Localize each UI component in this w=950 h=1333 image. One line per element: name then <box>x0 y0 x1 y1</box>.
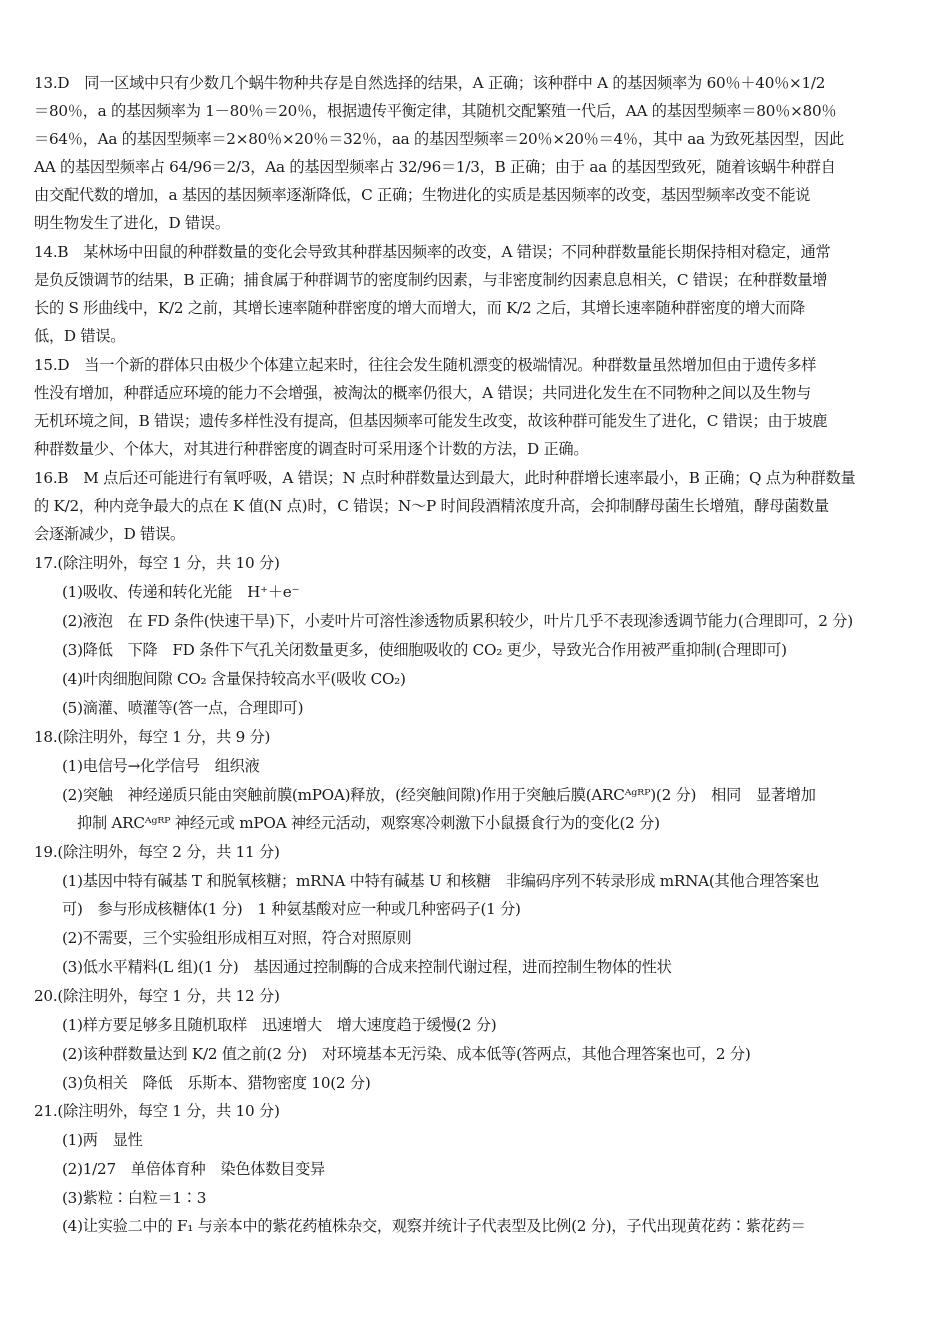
answer-18-header: 18.(除注明外，每空 1 分，共 9 分) <box>34 728 271 746</box>
answer-17-part-4: (4)叶肉细胞间隙 CO₂ 含量保持较高水平(吸收 CO₂) <box>62 670 406 688</box>
answer-19-part-2: (2)不需要，三个实验组形成相互对照，符合对照原则 <box>62 929 412 947</box>
answer-21-header: 21.(除注明外，每空 1 分，共 10 分) <box>34 1102 280 1120</box>
answer-14-line-4: 低，D 错误。 <box>34 327 126 345</box>
answer-18-part-1: (1)电信号→化学信号 组织液 <box>62 757 260 775</box>
answer-13-line-4: AA 的基因型频率占 64/96＝2/3，Aa 的基因型频率占 32/96＝1/3，B 正确；由于 aa 的基因型致死，随着该蜗牛种群自 <box>34 158 836 176</box>
answer-13-line-2: ＝80％，a 的基因频率为 1－80％＝20％，根据遗传平衡定律，其随机交配繁殖一代后，AA 的基因型频率＝80％×80％ <box>34 102 837 120</box>
answer-21-part-4: (4)让实验二中的 F₁ 与亲本中的紫花药植株杂交，观察并统计子代表型及比例(2 分)，子代出现黄花药∶紫花药＝ <box>62 1217 806 1235</box>
answer-19-part-3: (3)低水平精料(L 组)(1 分) 基因通过控制酶的合成来控制代谢过程，进而控制生物体的性状 <box>62 958 672 976</box>
answer-14-line-2: 是负反馈调节的结果，B 正确；捕食属于种群调节的密度制约因素，与非密度制约因素息息相关，C 错误；在种群数量增 <box>34 271 828 289</box>
answer-14-line-3: 长的 S 形曲线中，K/2 之前，其增长速率随种群密度的增大而增大，而 K/2 之后，其增长速率随种群密度的增大而降 <box>34 299 805 317</box>
answer-17-part-3: (3)降低 下降 FD 条件下气孔关闭数量更多，使细胞吸收的 CO₂ 更少，导致光合作用被严重抑制(合理即可) <box>62 641 787 659</box>
answer-17-part-5: (5)滴灌、喷灌等(答一点，合理即可) <box>62 699 304 717</box>
answer-15-line-2: 性没有增加，种群适应环境的能力不会增强，被淘汰的概率仍很大，A 错误；共同进化发生在不同物种之间以及生物与 <box>34 384 812 402</box>
answer-19-part-1-line-2: 可) 参与形成核糖体(1 分) 1 种氨基酸对应一种或几种密码子(1 分) <box>62 900 521 918</box>
answer-13-line-5: 由交配代数的增加，a 基因的基因频率逐渐降低，C 正确；生物进化的实质是基因频率的改变，基因型频率改变不能说 <box>34 186 811 204</box>
answer-20-part-3: (3)负相关 降低 乐斯本、猎物密度 10(2 分) <box>62 1074 371 1092</box>
answer-16-line-1: 16.B M 点后还可能进行有氧呼吸，A 错误；N 点时种群数量达到最大，此时种群增长速率最小，B 正确；Q 点为种群数量 <box>34 469 856 487</box>
answer-16-line-2: 的 K/2，种内竞争最大的点在 K 值(N 点)时，C 错误；N～P 时间段酒精浓度升高，会抑制酵母菌生长增殖，酵母菌数量 <box>34 497 829 515</box>
answer-20-part-2: (2)该种群数量达到 K/2 值之前(2 分) 对环境基本无污染、成本低等(答两点，其他合理答案也可，2 分) <box>62 1045 751 1063</box>
answer-17-header: 17.(除注明外，每空 1 分，共 10 分) <box>34 554 280 572</box>
answer-17-part-1: (1)吸收、传递和转化光能 H⁺＋e⁻ <box>62 583 300 601</box>
answer-14-line-1: 14.B 某林场中田鼠的种群数量的变化会导致其种群基因频率的改变，A 错误；不同种群数量能长期保持相对稳定，通常 <box>34 243 831 261</box>
answer-13-line-1: 13.D 同一区域中只有少数几个蜗牛物种共存是自然选择的结果，A 正确；该种群中 A 的基因频率为 60％＋40％×1/2 <box>34 74 826 92</box>
answer-20-header: 20.(除注明外，每空 1 分，共 12 分) <box>34 987 280 1005</box>
answer-21-part-1: (1)两 显性 <box>62 1131 143 1149</box>
answer-17-part-2: (2)液泡 在 FD 条件(快速干旱)下，小麦叶片可溶性渗透物质累积较少，叶片几乎不表现渗透调节能力(合理即可，2 分) <box>62 612 853 630</box>
answer-18-part-2-line-2: 抑制 ARCᴬᵍᴿᴾ 神经元或 mPOA 神经元活动，观察寒冷刺激下小鼠摄食行为的变化(2 分) <box>77 814 660 832</box>
answer-13-line-3: ＝64％，Aa 的基因型频率＝2×80％×20％＝32％，aa 的基因型频率＝20％×20％＝4％，其中 aa 为致死基因型，因此 <box>34 130 844 148</box>
answer-16-line-3: 会逐渐减少，D 错误。 <box>34 525 185 543</box>
answer-15-line-3: 无机环境之间，B 错误；遗传多样性没有提高，但基因频率可能发生改变，故该种群可能发生了进化，C 错误；由于坡鹿 <box>34 412 828 430</box>
answer-19-part-1-line-1: (1)基因中特有碱基 T 和脱氧核糖；mRNA 中特有碱基 U 和核糖 非编码序列不转录形成 mRNA(其他合理答案也 <box>62 872 820 890</box>
answer-21-part-2: (2)1/27 单倍体育种 染色体数目变异 <box>62 1160 325 1178</box>
answer-15-line-1: 15.D 当一个新的群体只由极少个体建立起来时，往往会发生随机漂变的极端情况。种群数量虽然增加但由于遗传多样 <box>34 356 817 374</box>
answer-18-part-2-line-1: (2)突触 神经递质只能由突触前膜(mPOA)释放，(经突触间隙)作用于突触后膜(ARCᴬᵍᴿᴾ)(2 分) 相同 显著增加 <box>62 786 816 804</box>
answer-13-line-6: 明生物发生了进化，D 错误。 <box>34 214 230 232</box>
answer-19-header: 19.(除注明外，每空 2 分，共 11 分) <box>34 843 280 861</box>
answer-15-line-4: 种群数量少、个体大，对其进行种群密度的调查时可采用逐个计数的方法，D 正确。 <box>34 440 589 458</box>
answer-20-part-1: (1)样方要足够多且随机取样 迅速增大 增大速度趋于缓慢(2 分) <box>62 1016 497 1034</box>
answer-21-part-3: (3)紫粒∶白粒＝1∶3 <box>62 1189 207 1207</box>
